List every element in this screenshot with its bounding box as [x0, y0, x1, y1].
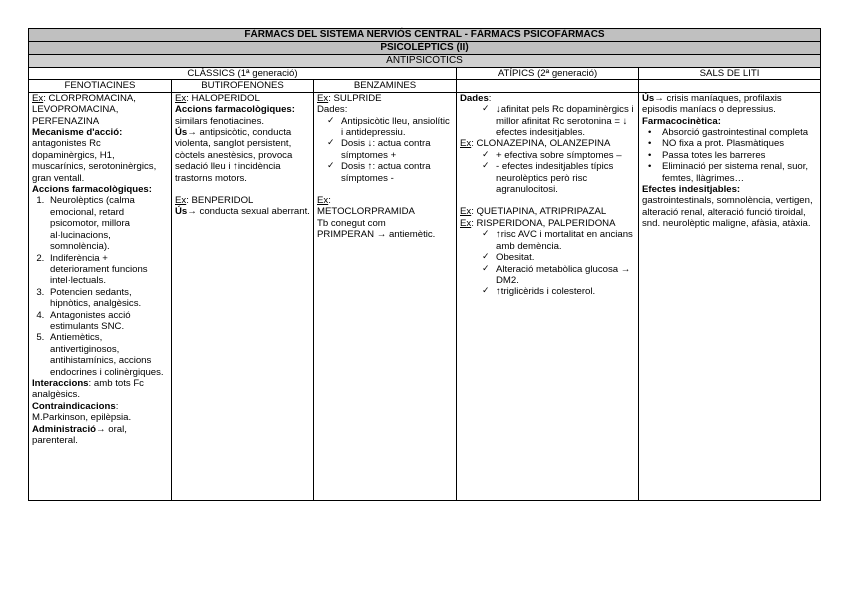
- list-item: 2. Indiferència + deteriorament funcions intel·lectuals.: [47, 253, 168, 287]
- drug-note: Tb conegut com: [317, 217, 386, 229]
- side-effects-heading: Efectes indesitjables:: [642, 184, 741, 196]
- pharmacokinetics-heading: Farmacocinètica:: [642, 115, 721, 127]
- list-item: ✓ - efectes indesitjables típics neurolèptics però risc agranulocitosi.: [482, 161, 635, 195]
- example-line: Ex: HALOPERIDOL: [175, 92, 260, 104]
- list-item: • NO fixa a prot. Plasmàtiques: [648, 138, 817, 149]
- bullet-list: [642, 127, 817, 184]
- data-label: Dades:: [317, 104, 348, 116]
- example-line: Ex: BENPERIDOL: [175, 195, 254, 207]
- atipics-cell: [457, 92, 639, 500]
- use-block: Ús→ crisis maníaques, profilaxis episodis maníacs o depressius.: [642, 92, 782, 116]
- section-header: ANTIPSICÒTICS: [29, 55, 821, 68]
- check-list: [460, 229, 635, 297]
- administration-block: Administració→ oral, parenteral.: [32, 423, 127, 446]
- sals-cell: [639, 92, 821, 500]
- list-item: ✓ Alteració metabòlica glucosa → DM2.: [482, 264, 635, 287]
- drug-name: METOCLORPRAMIDA: [317, 206, 415, 218]
- example-line: Ex: RISPERIDONA, PALPERIDONA: [460, 217, 616, 229]
- list-item: 4. Antagonistes acció estimulants SNC.: [47, 310, 168, 333]
- interactions-block: Interaccions: amb tots Fc analgèsics.: [32, 377, 144, 401]
- group-sals: SALS DE LITI: [639, 68, 821, 80]
- group-classics: CLÀSSICS (1ª generació): [29, 68, 457, 80]
- drug-note: PRIMPERAN → antiemètic.: [317, 229, 436, 241]
- actions-text: similars fenotiacines.: [175, 115, 265, 127]
- subgroup-butirofenones: BUTIROFENONES: [172, 80, 314, 92]
- list-item: • Eliminació per sistema renal, suor, femtes, llàgrimes…: [648, 161, 817, 184]
- list-item: 5. Antiemètics, antivertiginosos, antihistamínics, accions endocrines i colinèrgiques.: [47, 332, 168, 378]
- use-block: Ús→ antipsicòtic, conducta violenta, sanglot persistent, còctels anestèsics, provoca sedació lleu i ↑incidència trastorns motors.: [175, 127, 293, 184]
- example-line: Ex:: [317, 195, 331, 207]
- example-line: Ex: CLONAZEPINA, OLANZEPINA: [460, 138, 611, 150]
- side-effects-text: gastrointestinals, somnolència, vertigen, alteració renal, alteració funció tiroidal, snd. neurolèptic maligne, afàsia, atàxia.: [642, 195, 813, 230]
- list-item: ✓ Dosis ↑: actua contra símptomes -: [327, 161, 453, 184]
- subgroup-fenotiacines: FENOTIACINES: [29, 80, 172, 92]
- list-item: 1. Neurolèptics (calma emocional, retard psicomotor, millora al·lucinacions, somnolència).: [47, 195, 168, 252]
- list-item: ✓ ↑triglicèrids i colesterol.: [482, 286, 635, 297]
- check-list: [460, 150, 635, 196]
- list-item: • Passa totes les barreres: [648, 150, 817, 161]
- actions-heading: Accions farmacològiques:: [32, 184, 152, 196]
- actions-list: [32, 195, 168, 378]
- mechanism-block: Mecanisme d'acció: antagonistes Rc dopaminèrgics, H1, muscarínics, serotoninèrgics, gran ventall.: [32, 127, 157, 184]
- example-line: Ex: QUETIAPINA, ATRIPRIPAZAL: [460, 206, 607, 218]
- spacer-cell: [457, 80, 639, 92]
- spacer-cell: [639, 80, 821, 92]
- use-block: Ús→ conducta sexual aberrant.: [175, 206, 310, 218]
- fenotiacines-cell: [29, 92, 172, 500]
- actions-heading: Accions farmacològiques:: [175, 104, 295, 116]
- group-atipics: ATÍPICS (2ª generació): [457, 68, 639, 80]
- table-subtitle: PSICOLÈPTICS (II): [29, 42, 821, 55]
- example-line: Ex: CLORPROMACINA, LEVOPROMACINA, PERFENAZINA: [32, 92, 136, 127]
- benzamines-cell: [314, 92, 457, 500]
- data-label: Dades:: [460, 92, 492, 104]
- subgroup-benzamines: BENZAMINES: [314, 80, 457, 92]
- list-item: ✓ Dosis ↓: actua contra símptomes +: [327, 138, 453, 161]
- list-item: ✓ + efectiva sobre símptomes –: [482, 150, 635, 161]
- example-line: Ex: SULPRIDE: [317, 92, 382, 104]
- list-item: 3. Potencien sedants, hipnòtics, analgèsics.: [47, 287, 168, 310]
- psicofarmacs-table: [28, 28, 821, 501]
- list-item: • Absorció gastrointestinal completa: [648, 127, 817, 138]
- check-list: [460, 104, 635, 138]
- list-item: ✓ ↓afinitat pels Rc dopaminèrgics i millor afinitat Rc serotonina = ↓ efectes indesitjables.: [482, 104, 635, 138]
- list-item: ✓ ↑risc AVC i mortalitat en ancians amb demència.: [482, 229, 635, 252]
- list-item: ✓ Antipsicòtic lleu, ansiolític i antidepressiu.: [327, 116, 453, 139]
- check-list: [317, 116, 453, 184]
- butirofenones-cell: [172, 92, 314, 500]
- list-item: ✓ Obesitat.: [482, 252, 635, 263]
- contraindications-block: Contraindicacions: M.Parkinson, epilèpsia.: [32, 400, 132, 424]
- table-title: FÀRMACS DEL SISTEMA NERVIÓS CENTRAL - FÀRMACS PSICOFÀRMACS: [29, 29, 821, 42]
